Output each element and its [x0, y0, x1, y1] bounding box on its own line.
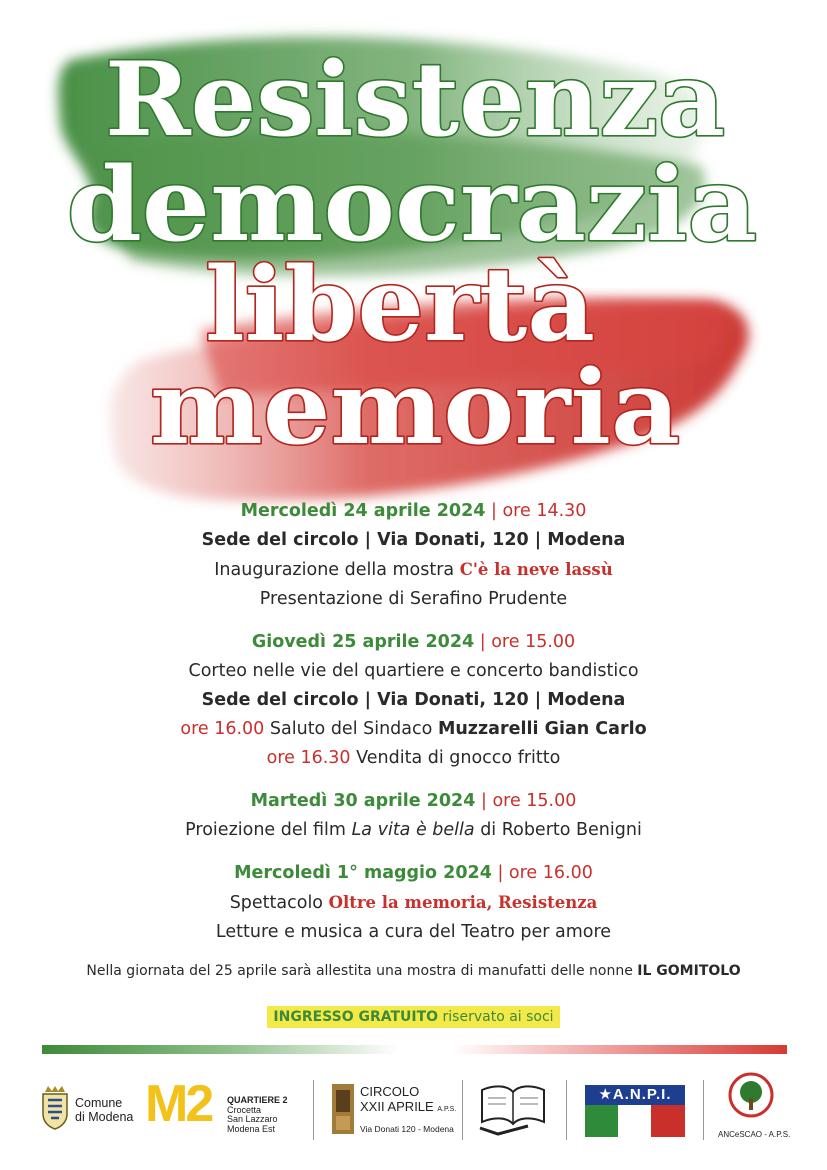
note-highlight: IL GOMITOLO [637, 963, 741, 979]
event-date: Mercoledì 1° maggio 2024 [234, 863, 492, 883]
title-line-2: democrazia [67, 145, 757, 265]
event-text: Inaugurazione della mostra [214, 560, 455, 580]
event-location: Sede del circolo | Via Donati, 120 | Modena [201, 690, 626, 710]
logo-separator [703, 1080, 704, 1140]
title-line-3: libertà [205, 245, 595, 365]
comune-line-2: di Modena [75, 1110, 134, 1124]
comune-line-1: Comune [75, 1096, 123, 1110]
exhibition-note [0, 963, 827, 979]
header-artwork [0, 0, 827, 510]
event-date: Mercoledì 24 aprile 2024 [240, 501, 486, 521]
event-text: Saluto del Sindaco [269, 719, 433, 739]
event-time: | ore 16.00 [497, 863, 593, 883]
event-text: Vendita di gnocco fritto [356, 748, 561, 768]
free-entry-text: riservato ai soci [442, 1009, 554, 1025]
quartiere-2-logo [145, 1075, 295, 1140]
event-text: di Roberto Benigni [480, 820, 642, 840]
event-date: Martedì 30 aprile 2024 [250, 791, 476, 811]
event-time: | ore 15.00 [480, 791, 577, 811]
q2-line-3: Modena Est [227, 1123, 276, 1134]
event-description [0, 555, 827, 585]
event-time: ore 16.30 [266, 748, 351, 768]
ancescao-label: ANCeSCAO - A.P.S. [718, 1130, 791, 1139]
event-30-april [0, 787, 827, 845]
event-description [0, 888, 827, 918]
event-description: Corteo nelle vie del quartiere e concerto bandistico [188, 661, 639, 681]
circolo-address: Via Donati 120 - Modena [360, 1124, 454, 1134]
event-list [0, 497, 827, 961]
free-entry-badge [267, 1006, 559, 1028]
event-time: | ore 15.00 [479, 632, 576, 652]
mayor-name: Muzzarelli Gian Carlo [437, 719, 647, 739]
anpi-flag [585, 1105, 685, 1137]
coat-of-arms-icon [40, 1086, 70, 1130]
show-title: Oltre la memoria, Resistenza [328, 893, 598, 912]
event-credits: Letture e musica a cura del Teatro per amore [215, 922, 612, 942]
event-time: ore 16.00 [180, 719, 265, 739]
tricolor-divider [42, 1045, 787, 1054]
note-text: Nella giornata del 25 aprile sarà allestita una mostra di manufatti delle nonne [86, 963, 633, 979]
event-1-may [0, 859, 827, 947]
comune-modena-logo [40, 1084, 140, 1134]
event-subitem [0, 715, 827, 744]
logo-separator [313, 1080, 314, 1140]
event-date: Giovedì 25 aprile 2024 [251, 632, 475, 652]
free-entry-banner [0, 1006, 827, 1028]
event-date-line [0, 497, 827, 526]
q2-title: QUARTIERE 2 [227, 1095, 288, 1105]
title-line-1: Resistenza [105, 40, 725, 160]
circolo-line-2: XXII APRILE [360, 1099, 434, 1114]
circolo-line-1: CIRCOLO [360, 1084, 420, 1099]
flag-brush-artwork [0, 0, 827, 510]
event-text: Spettacolo [229, 893, 324, 913]
logo-separator [566, 1080, 567, 1140]
event-time: | ore 14.30 [491, 501, 587, 521]
event-subitem [0, 744, 827, 773]
book-logo-icon [478, 1078, 548, 1136]
film-title: La vita è bella [351, 820, 475, 840]
event-presenter: Presentazione di Serafino Prudente [259, 589, 568, 609]
q2-line-2: San Lazzaro [227, 1114, 278, 1124]
event-24-april [0, 497, 827, 614]
anpi-label: ★A.N.P.I. [585, 1085, 685, 1105]
m2-mark: M2 [145, 1075, 212, 1133]
title-line-4: memoria [150, 348, 680, 468]
logo-separator [462, 1080, 463, 1140]
free-entry-label: INGRESSO GRATUITO [273, 1009, 439, 1025]
circolo-logo [330, 1078, 465, 1144]
event-description [0, 816, 827, 845]
event-25-april [0, 628, 827, 773]
event-date-line [0, 787, 827, 816]
monument-icon [330, 1080, 356, 1136]
event-date-line [0, 628, 827, 657]
sponsor-logos [0, 1070, 827, 1160]
event-text: Proiezione del film [185, 820, 346, 840]
q2-line-1: Crocetta [227, 1104, 262, 1115]
tree-emblem-icon [728, 1072, 774, 1118]
anpi-logo [585, 1085, 690, 1137]
event-location: Sede del circolo | Via Donati, 120 | Modena [201, 530, 626, 550]
exhibition-title: C'è la neve lassù [459, 560, 613, 579]
event-date-line [0, 859, 827, 888]
ancescao-logo [718, 1072, 798, 1152]
circolo-aps: A.P.S. [437, 1106, 457, 1113]
